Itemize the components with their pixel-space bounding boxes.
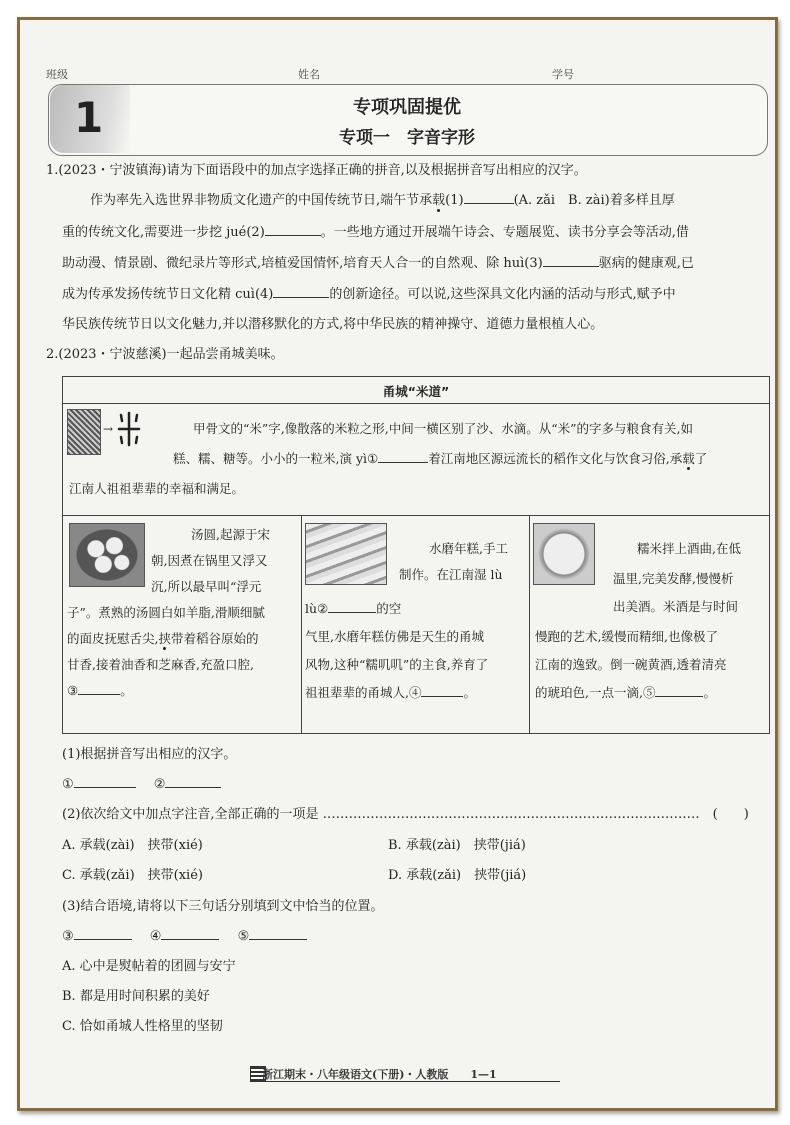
c3-line: 的琥珀色,一点一滴,⑤ 。 [535, 681, 716, 705]
q1-prompt: 1.(2023・宁波镇海)请为下面语段中的加点字选择正确的拼音,以及根据拼音写出相应的汉字。 [46, 163, 587, 178]
option-a[interactable]: A. 承载(zài) 挟带(xié) [62, 838, 203, 853]
c2-line: 气里,水磨年糕仿佛是天生的甬城 [305, 629, 484, 644]
sentence-b: B. 都是用时间积累的美好 [62, 989, 210, 1004]
c3-line: 糯米拌上酒曲,在低 [637, 541, 741, 556]
c3-line: 温里,完美发酵,慢慢析 [613, 571, 734, 586]
c1-line: 甘香,接着油香和芝麻香,充盈口腔, [67, 657, 254, 672]
row1-line1: 甲骨文的“米”字,像散落的米粒之形,中间一横区别了沙、水滴。从“米”的字多与粮食有关,如 [193, 421, 693, 436]
tangyuan-image [69, 523, 145, 587]
answer-5-field[interactable] [249, 925, 307, 940]
option-b[interactable]: B. 承载(zài) 挟带(jiá) [388, 838, 526, 853]
q1-blank-3[interactable] [543, 252, 599, 267]
answer-4-field[interactable] [161, 925, 219, 940]
answer-2-field[interactable] [165, 773, 221, 788]
page-title: 专项巩固提优 [353, 97, 461, 118]
c2-line: lù② 的空 [305, 597, 401, 621]
sub1-prompt: (1)根据拼音写出相应的汉字。 [62, 747, 237, 762]
blank-5[interactable] [655, 682, 703, 697]
q1-line2: 重的传统文化,需要进一步挖 jué(2) 。一些地方通过开展端午诗会、专题展览、读书分享会等活动,借 [62, 220, 689, 246]
c2-line: 祖祖辈辈的甬城人,④ 。 [305, 681, 476, 705]
sub3-prompt: (3)结合语境,请将以下三句话分别填到文中恰当的位置。 [62, 899, 384, 914]
q1-line4: 成为传承发扬传统节日文化精 cuì(4) 的创新途径。可以说,这些深具文化内涵的活动与形式,赋予中 [62, 282, 676, 308]
arrow-icon: → [103, 422, 114, 436]
footer-rule [250, 1081, 560, 1082]
blank-3[interactable] [78, 680, 120, 695]
c3-line: 出美酒。米酒是与时间 [613, 599, 739, 614]
class-label: 班级 [46, 68, 68, 81]
blank-1[interactable] [378, 448, 428, 463]
option-d[interactable]: D. 承载(zǎi) 挟带(jiá) [388, 868, 527, 883]
answer-3-field[interactable] [74, 925, 132, 940]
oracle-bone-image [67, 409, 101, 455]
c1-line: 朝,因煮在锅里又浮又 [151, 553, 268, 568]
option-c[interactable]: C. 承载(zǎi) 挟带(xié) [62, 868, 203, 883]
sub3-answers: ③ ④ ⑤ [62, 924, 307, 950]
blank-2[interactable] [328, 598, 376, 613]
q1-blank-1[interactable] [464, 189, 514, 204]
q1-blank-4[interactable] [273, 283, 329, 298]
c1-line: 汤圆,起源于宋 [191, 527, 270, 542]
q1-line3: 助动漫、情景剧、微纪录片等形式,培植爱国情怀,培育天人合一的自然观、除 huì(3) 驱病的健康观,已 [62, 251, 694, 277]
page-footer: 浙江期末・八年级语文(下册)・人教版 1—1 [262, 1068, 497, 1081]
sentence-c: C. 恰如甬城人性格里的坚韧 [62, 1019, 223, 1034]
c3-line: 江南的逸致。倒一碗黄酒,透着清亮 [535, 657, 727, 672]
rice-wine-image [533, 523, 595, 585]
sub1-answers: ① ② [62, 772, 221, 798]
answer-1-field[interactable] [74, 773, 136, 788]
c2-line: 风物,这种“糯叽叽”的主食,养育了 [305, 657, 489, 672]
rice-cake-image [305, 523, 387, 585]
c1-line: 的面皮抚慰舌尖,挟带着稻谷原始的 [67, 631, 259, 646]
name-label: 姓名 [298, 68, 320, 81]
c3-line: 慢跑的艺术,缓慢而精细,也像极了 [535, 629, 718, 644]
c1-line: ③ 。 [67, 679, 133, 703]
blank-4[interactable] [421, 682, 463, 697]
student-id-label: 学号 [552, 68, 574, 81]
q1-blank-2[interactable] [265, 221, 321, 236]
c1-line: 沉,所以最早叫“浮元 [151, 579, 262, 594]
row1-line3: 江南人祖祖辈辈的幸福和满足。 [69, 481, 245, 496]
section-number-badge: 1 [50, 85, 130, 153]
rice-glyph-icon [117, 409, 141, 449]
rice-culture-table [62, 376, 770, 734]
sentence-a: A. 心中是熨帖着的团圆与安宁 [62, 959, 236, 974]
q2-prompt: 2.(2023・宁波慈溪)一起品尝甬城美味。 [46, 347, 284, 362]
page-subtitle: 专项一 字音字形 [339, 128, 475, 148]
q1-line5: 华民族传统节日以文化魅力,并以潜移默化的方式,将中华民族的精神操守、道德力量根植人心。 [62, 317, 604, 332]
c1-line: 子”。煮熟的汤圆白如羊脂,滑顺细腻 [67, 605, 265, 620]
q1-line1: 作为率先入选世界非物质文化遗产的中国传统节日,端午节承载(1) (A. zǎi B. zài)着多样且厚 [90, 188, 675, 214]
row1-line2: 糕、糯、糖等。小小的一粒米,演 yì① 着江南地区源远流长的稻作文化与饮食习俗,承载了 [173, 447, 707, 471]
table-title: 甬城“米道” [382, 384, 450, 399]
sub2-prompt: (2)依次给文中加点字注音,全部正确的一项是 …………………………………………………………………………… ( ) [62, 807, 749, 822]
c2-line: 水磨年糕,手工 [429, 541, 508, 556]
c2-line: 制作。在江南湿 lù [399, 567, 503, 582]
